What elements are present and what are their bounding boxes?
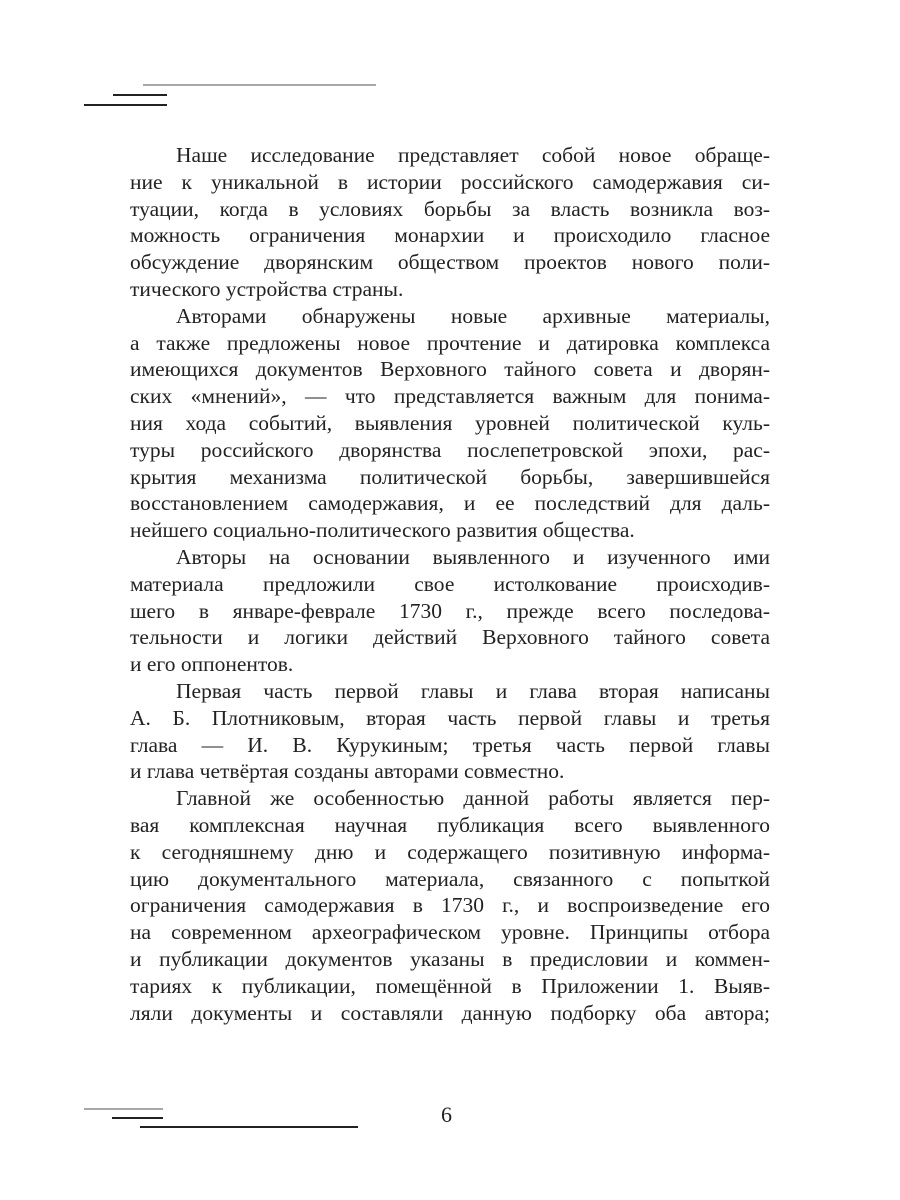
footer-rule-gray: [84, 1108, 163, 1110]
text-line: тельности и логики действий Верховного тайного совета: [130, 625, 770, 650]
text-line: цию документального материала, связанного с попыткой: [130, 866, 770, 891]
text-line: глава — И. В. Курукиным; третья часть первой главы: [130, 732, 770, 757]
text-line: шего в январе-феврале 1730 г., прежде всего последова-: [130, 598, 770, 623]
text-line: А. Б. Плотниковым, вторая часть первой главы и третья: [130, 705, 770, 730]
text-line: ляли документы и составляли данную подборку оба автора;: [130, 1000, 770, 1025]
footer-rule-long: [140, 1126, 358, 1128]
text-line: Главной же особенностью данной работы является пер-: [176, 786, 770, 811]
text-line: ских «мнений», — что представляется важным для понима-: [130, 384, 770, 409]
text-line: Наше исследование представляет собой новое обраще-: [176, 143, 770, 167]
text-line: ограничения самодержавия в 1730 г., и воспроизведение его: [130, 893, 770, 918]
text-line: туры российского дворянства послепетровской эпохи, рас-: [130, 437, 770, 462]
text-line: туации, когда в условиях борьбы за власть возникла воз-: [130, 196, 770, 221]
text-line: имеющихся документов Верховного тайного совета и дворян-: [130, 357, 770, 382]
text-line: крытия механизма политической борьбы, завершившейся: [130, 464, 770, 489]
text-line: нейшего социально-политического развития общества.: [130, 518, 635, 543]
paragraph: [130, 785, 770, 1026]
text-line: Авторами обнаружены новые архивные материалы,: [176, 303, 770, 328]
text-line: и публикации документов указаны в предисловии и коммен-: [130, 946, 770, 971]
header-rule-gray: [143, 84, 376, 86]
footer-rule-short: [112, 1117, 163, 1119]
text-line: вая комплексная научная публикация всего выявленного: [130, 812, 770, 837]
text-line: можность ограничения монархии и происходило гласное: [130, 223, 770, 248]
text-line: тического устройства страны.: [130, 276, 404, 301]
text-line: и глава четвёртая созданы авторами совместно.: [130, 759, 565, 784]
header-rule-long: [84, 104, 167, 106]
text-line: ния хода событий, выявления уровней политической куль-: [130, 410, 770, 435]
text-line: к сегодняшнему дню и содержащего позитивную информа-: [130, 839, 770, 864]
text-line: и его оппонентов.: [130, 652, 294, 677]
text-line: обсуждение дворянским обществом проектов нового поли-: [130, 250, 770, 275]
paragraph: [130, 142, 770, 303]
body-text: [130, 142, 770, 1026]
page-number: 6: [441, 1102, 452, 1127]
text-line: восстановлением самодержавия, и ее последствий для даль-: [130, 491, 770, 516]
text-line: тариях к публикации, помещённой в Приложении 1. Выяв-: [130, 973, 770, 998]
paragraph: [130, 544, 770, 678]
text-line: Первая часть первой главы и глава вторая написаны: [176, 678, 770, 703]
text-line: а также предложены новое прочтение и датировка комплекса: [130, 330, 770, 355]
text-line: ние к уникальной в истории российского самодержавия си-: [130, 169, 770, 194]
header-rule-short: [113, 94, 167, 96]
text-line: материала предложили свое истолкование происходив-: [130, 571, 770, 596]
text-line: Авторы на основании выявленного и изученного ими: [176, 544, 770, 569]
text-line: на современном археографическом уровне. Принципы отбора: [130, 920, 770, 945]
paragraph: [130, 303, 770, 544]
paragraph: [130, 678, 770, 785]
